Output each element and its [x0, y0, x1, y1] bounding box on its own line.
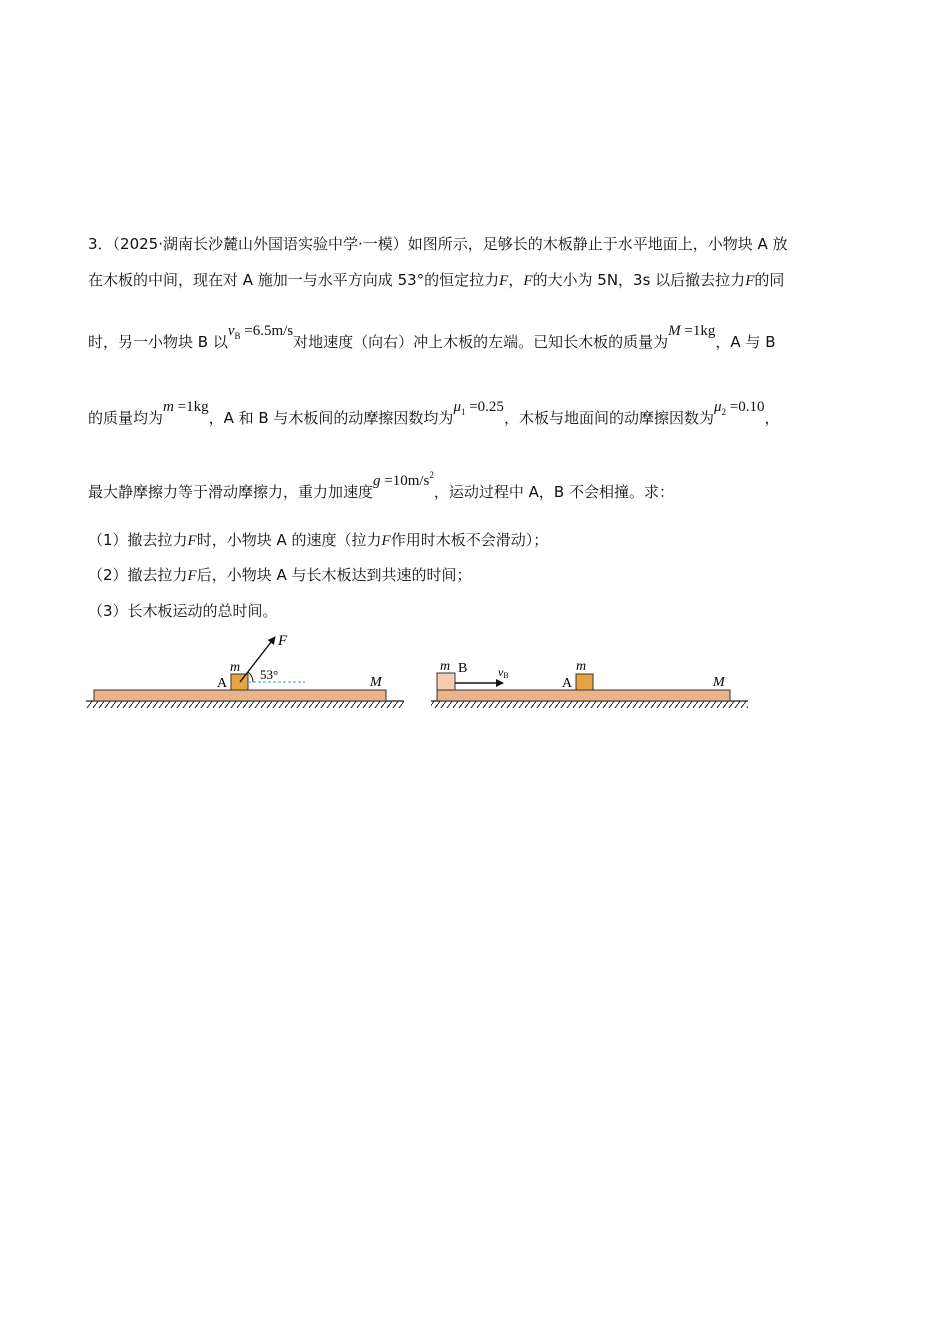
- blockB-mass-label: m: [440, 659, 451, 674]
- g-superscript: 2: [429, 470, 434, 480]
- M-formula: [668, 323, 715, 339]
- question-3: [88, 601, 278, 621]
- force-symbol: F: [523, 273, 533, 289]
- problem-line-4: [88, 399, 780, 430]
- problem-line-2: [88, 270, 784, 291]
- physics-figure: [0, 625, 950, 715]
- mu1-subscript: 1: [460, 407, 466, 417]
- mass-label-m: m: [230, 660, 241, 675]
- right-diagram: [431, 659, 748, 708]
- problem-text-2d: 的同: [754, 271, 785, 289]
- force-label: F: [278, 633, 288, 649]
- blockB-label: B: [458, 661, 468, 676]
- q2-text-b: 后，小物块 A 与长木板达到共速的时间；: [196, 566, 472, 584]
- ground-hatch: [431, 701, 748, 708]
- board-M: [437, 690, 730, 701]
- blockA-mass-label: m: [576, 659, 587, 674]
- force-symbol: F: [187, 533, 197, 549]
- question-1: [88, 530, 548, 551]
- q1-text-c: 作用时木板不会滑动）；: [390, 531, 549, 549]
- force-symbol: F: [745, 273, 755, 289]
- problem-text-3c: ，A 与 B: [715, 333, 776, 351]
- q1-text-b: 时，小物块 A 的速度（拉力: [196, 531, 382, 549]
- force-symbol: F: [499, 273, 509, 289]
- g-formula: [373, 470, 434, 489]
- problem-line-5: [88, 470, 674, 504]
- problem-text-2c: 的大小为 5N，3s 以后撤去拉力: [532, 271, 746, 289]
- M-value: =1kg: [684, 323, 716, 339]
- problem-text-2a: 在木板的中间，现在对 A 施加一与水平方向成 53°的恒定拉力: [88, 271, 500, 289]
- mu1-value: =0.25: [469, 399, 504, 415]
- problem-text-1: 如图所示，足够长的木板静止于水平地面上，小物块 A 放: [407, 235, 788, 253]
- board-label-M: M: [370, 675, 382, 690]
- g-symbol: g: [373, 473, 381, 489]
- mu2-formula: [714, 399, 765, 415]
- m-value: =1kg: [177, 399, 209, 415]
- q1-text-a: （1）撤去拉力: [88, 531, 188, 549]
- angle-arc: [248, 672, 253, 682]
- board-label-M: M: [713, 675, 725, 690]
- problem-text-3b: 对地速度（向右）冲上木板的左端。已知长木板的质量为: [293, 333, 669, 351]
- vB-value: =6.5m/s: [244, 323, 294, 339]
- punct: ，: [764, 409, 780, 427]
- q2-text-a: （2）撤去拉力: [88, 566, 188, 584]
- M-symbol: M: [668, 323, 681, 339]
- angle-label: 53°: [260, 667, 279, 682]
- block-A: [231, 674, 248, 690]
- problem-text-3a: 时，另一小物块 B 以: [88, 333, 228, 351]
- block-label-A: A: [217, 676, 228, 691]
- problem-text-5b: ，运动过程中 A，B 不会相撞。求：: [433, 483, 674, 501]
- problem-text-5a: 最大静摩擦力等于滑动摩擦力，重力加速度: [88, 483, 374, 501]
- left-diagram: [86, 633, 404, 708]
- problem-source: （2025·湖南长沙麓山外国语实验中学·一模）: [112, 235, 408, 253]
- v-subscript: B: [234, 331, 241, 341]
- q3-text: （3）长木板运动的总时间。: [88, 602, 278, 620]
- ground-hatch: [86, 701, 404, 708]
- question-2: [88, 565, 472, 586]
- force-symbol: F: [381, 533, 391, 549]
- block-A: [576, 674, 593, 690]
- v-symbol: v: [227, 323, 235, 339]
- problem-text-4c: ，木板与地面间的动摩擦因数为: [503, 409, 714, 427]
- m-symbol: m: [163, 399, 174, 415]
- problem-line-3: [88, 323, 776, 354]
- mu2-subscript: 2: [721, 407, 726, 417]
- punct: ，: [508, 271, 524, 289]
- problem-number: 3．: [88, 235, 113, 253]
- block-B: [437, 673, 455, 690]
- board-M: [94, 690, 386, 701]
- mu-symbol: μ: [713, 399, 722, 415]
- blockA-label: A: [562, 676, 573, 691]
- problem-text-4b: ，A 和 B 与木板间的动摩擦因数均为: [208, 409, 454, 427]
- problem-text-4a: 的质量均为: [88, 409, 164, 427]
- mu-symbol: μ: [453, 399, 461, 415]
- g-value: =10m/s: [384, 473, 430, 489]
- velocity-label: vB: [498, 665, 509, 680]
- m-formula: [163, 399, 209, 415]
- mu2-value: =0.10: [729, 399, 765, 415]
- mu1-formula: [453, 399, 504, 415]
- force-symbol: F: [187, 568, 197, 584]
- vB-formula: [228, 323, 293, 339]
- problem-line-1: [88, 234, 788, 254]
